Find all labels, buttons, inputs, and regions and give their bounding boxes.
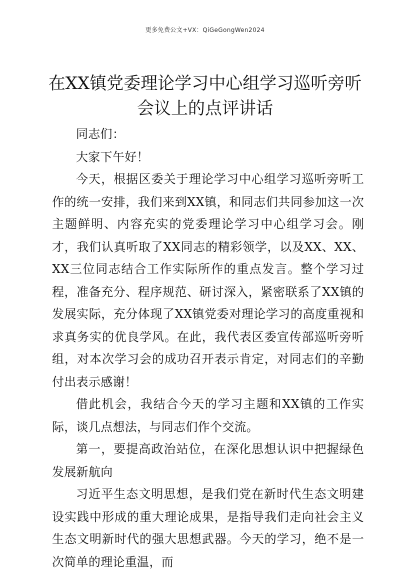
header-note: 更多免费公文+VX：QiGeGongWen2024 — [145, 27, 265, 34]
section-heading: 第一，要提高政治站位，在深化思想认识中把握绿色发展新航向 — [52, 442, 364, 479]
greeting: 大家下午好！ — [76, 149, 149, 164]
document-body — [52, 123, 364, 573]
salutation: 同志们： — [76, 127, 125, 141]
body-paragraph: 今天，根据区委关于理论学习中心组学习巡听旁听工作的统一安排，我们来到XX镇，和同志们共同参加这一次主题鲜明、内容充实的党委理论学习中心组学习会。刚才，我们认真听取了XX同志的精彩领学，以及XX、XX、XX三位同志结合工作实际所作的重点发言。整个学习过程，准备充分、程序规范、研讨深入，紧密联系了XX镇的发展实际，充分体现了XX镇党委对理论学习的高度重视和求真务实的优良学风。在此，我代表区委宣传部巡听旁听组，对本次学习会的成功召开表示肯定，对同志们的辛勤付出表示感谢！ — [52, 172, 364, 389]
document-title: 在XX镇党委理论学习中心组学习巡听旁听会议上的点评讲话 — [48, 74, 362, 119]
body-paragraph: 借此机会，我结合今天的学习主题和XX镇的工作实际，谈几点想法，与同志们作个交流。 — [52, 397, 364, 434]
body-paragraph: 习近平生态文明思想，是我们党在新时代生态文明建设实践中形成的重大理论成果，是指导我们走向社会主义生态文明新时代的强大思想武器。今天的学习，绝不是一次简单的理论重温，而 — [52, 487, 364, 569]
